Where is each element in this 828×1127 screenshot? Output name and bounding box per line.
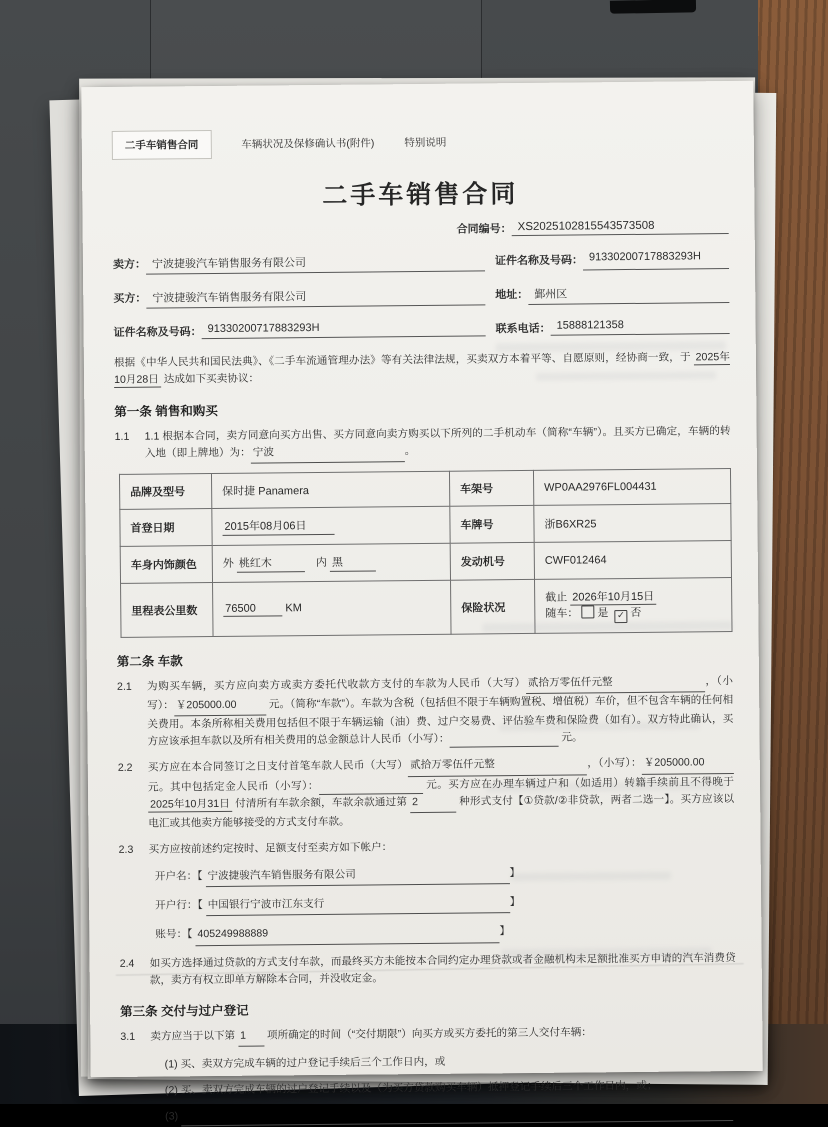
clause-2-1 [117,673,734,752]
phone-value: 15888121358 [551,318,730,336]
clause-1-1 [115,423,731,465]
vin-label: 车架号 [449,471,533,507]
seller-name-value: 宁波捷骏汽车销售服务有限公司 [146,252,485,274]
account-number-field: 账号：【 405249988889 】 [155,921,735,946]
tab-sales-contract: 二手车销售合同 [112,130,212,160]
contract-number-value: XS2025102815543573508 [512,219,729,236]
buyer-label: 买方： [113,292,147,305]
vehicle-info-table [119,468,733,637]
party-row [114,318,730,340]
plate-label: 车牌号 [450,506,534,544]
table-row [120,541,731,584]
vin-value: WP0AA2976FL004431 [533,469,730,506]
clause-number: 3.1 [120,1030,136,1043]
tab-condition-confirmation: 车辆状况及保修确认书(附件) [241,137,375,151]
document-tabs [112,125,728,160]
section3-heading: 第三条 交付与过户登记 [120,1003,249,1019]
clause-number: 2.1 [116,680,132,693]
party-row [113,284,729,309]
seller-cert-value: 91330200717883293H [583,250,729,270]
checkbox-empty [581,605,594,618]
contract-page [81,81,762,1123]
checkbox-checked: ✓ [614,610,627,623]
address-value: 鄞州区 [528,284,729,305]
insurance-value: 截止 2026年10月15日 随车： 是 ✓ 否 [535,578,733,633]
first-registration-value: 2015年08月06日 [212,506,450,545]
mileage-value: 76500 KM [213,580,452,636]
dark-object [610,0,696,14]
clause-2-3 [119,836,736,947]
buyer-cert-label: 证件名称及号码： [113,326,202,339]
seller-label: 卖方： [112,258,147,271]
page-title: 二手车销售合同 [322,180,519,210]
mileage-label: 里程表公里数 [121,583,214,637]
address-label: 地址： [495,288,529,302]
table-row [119,469,730,510]
clause-text: 买方应在本合同签订之日支付首笔车款人民币（大写） 贰拾万零伍仟元整 ，（小写）： ￥205000.00 元。其中包括定金人民币（小写）： 元。买方应在办理车辆过户和（如适用）转籍手续前且不得晚于 2025年10月31日 付清所有车款余额，车款余款通过第 2 种形式支付【①贷款/②非贷款，两者二选一】。买方应该以电汇或其他卖方能够接受的方式支付车款。 [148,754,735,832]
plate-value: 浙B6XR25 [534,504,731,543]
clause-text: 为购买车辆，买方应向卖方或卖方委托代收款方支付的车款为人民币（大写） 贰拾万零伍仟元整 ，（小写）： ￥205000.00 元。（简称“车款”）。车款为含税（包括但不限于车辆购置税、增值税）车价，但不包含车辆的任何相关费用。本条所称相关费用包括但不限于车辆运输（油）费、过户交易费、评估验车费和保险费（如有）。双方特此确认，买方应该承担车款以及所有相关费用的总金额总计人民币（小写）： 元。 [146,674,734,748]
contract-number-row [113,218,729,240]
color-value: 外 桃红木 内 黑 [212,543,450,582]
section1-heading: 第一条 销售和购买 [114,403,218,419]
brand-value: 保时捷 Panamera [211,471,449,508]
clause-text [149,836,736,946]
brand-label: 品牌及型号 [119,474,211,510]
tab-special-notes: 特别说明 [404,136,447,150]
clause-3-1 [120,1023,737,1127]
table-row [120,504,731,547]
delivery-option-1: (1) 买、卖双方完成车辆的过户登记手续后三个工作日内，或 [164,1055,446,1071]
clause-text [150,1023,737,1126]
color-label: 车身内饰颜色 [120,546,212,584]
preamble-text: 根据《中华人民共和国民法典》、《二手车流通管理办法》等有关法律法规，买卖双方本着平等、自愿原则，经协商一致，于 2025年10月28日 达成如下买卖协议： [113,351,730,387]
insurance-label: 保险状况 [451,580,536,634]
clause-number: 2.2 [117,762,133,775]
seller-cert-label: 证件名称及号码： [494,254,584,268]
bank-field: 开户行：【 中国银行宁波市江东支行 】 [155,892,735,917]
account-holder-field: 开户名：【 宁波捷骏汽车销售服务有限公司 】 [155,863,735,888]
account-intro: 买方应按前述约定按时、足额支付至卖方如下帐户： [148,841,393,856]
engine-label: 发动机号 [450,543,534,581]
clause-number: 2.4 [119,957,135,970]
buyer-name-value: 宁波捷骏汽车销售服务有限公司 [146,286,485,308]
delivery-option-2: (2) 买、卖双方完成车辆的过户登记手续以及（为买方贷款购买车辆）抵押登记手续后三个工作日内，或； [164,1080,658,1097]
delivery-option-3: (3) [165,1103,737,1126]
delivery-intro: 卖方应当于以下第 1 项所确定的时间（“交付期限”）向买方或买方委托的第三人交付车辆： [150,1023,736,1048]
section2-heading: 第二条 车款 [116,654,183,669]
bleed-through [536,371,716,381]
clause-text: 如买方选择通过贷款的方式支付车款，而最终买方未能按本合同约定办理贷款或者金融机构未足额批准买方申请的汽车消费贷款，卖方有权立即单方解除本合同，并没收定金。 [149,951,736,987]
party-row [113,250,729,275]
clause-number: 1.1 [114,430,130,443]
buyer-cert-value: 91330200717883293H [202,320,486,339]
clause-2-2 [118,754,735,833]
phone-label: 联系电话： [495,322,551,336]
bleed-through [511,872,671,882]
engine-value: CWF012464 [534,541,731,580]
clause-number: 2.3 [118,843,134,856]
clause-text: 1.1 根据本合同，卖方同意向买方出售、买方同意向卖方购买以下所列的二手机动车（简称“车辆”）。且买方已确定，车辆的转入地（即上牌地）为： 宁波 。 [145,423,731,465]
contract-number-label: 合同编号： [456,223,512,236]
first-registration-label: 首登日期 [120,509,212,547]
